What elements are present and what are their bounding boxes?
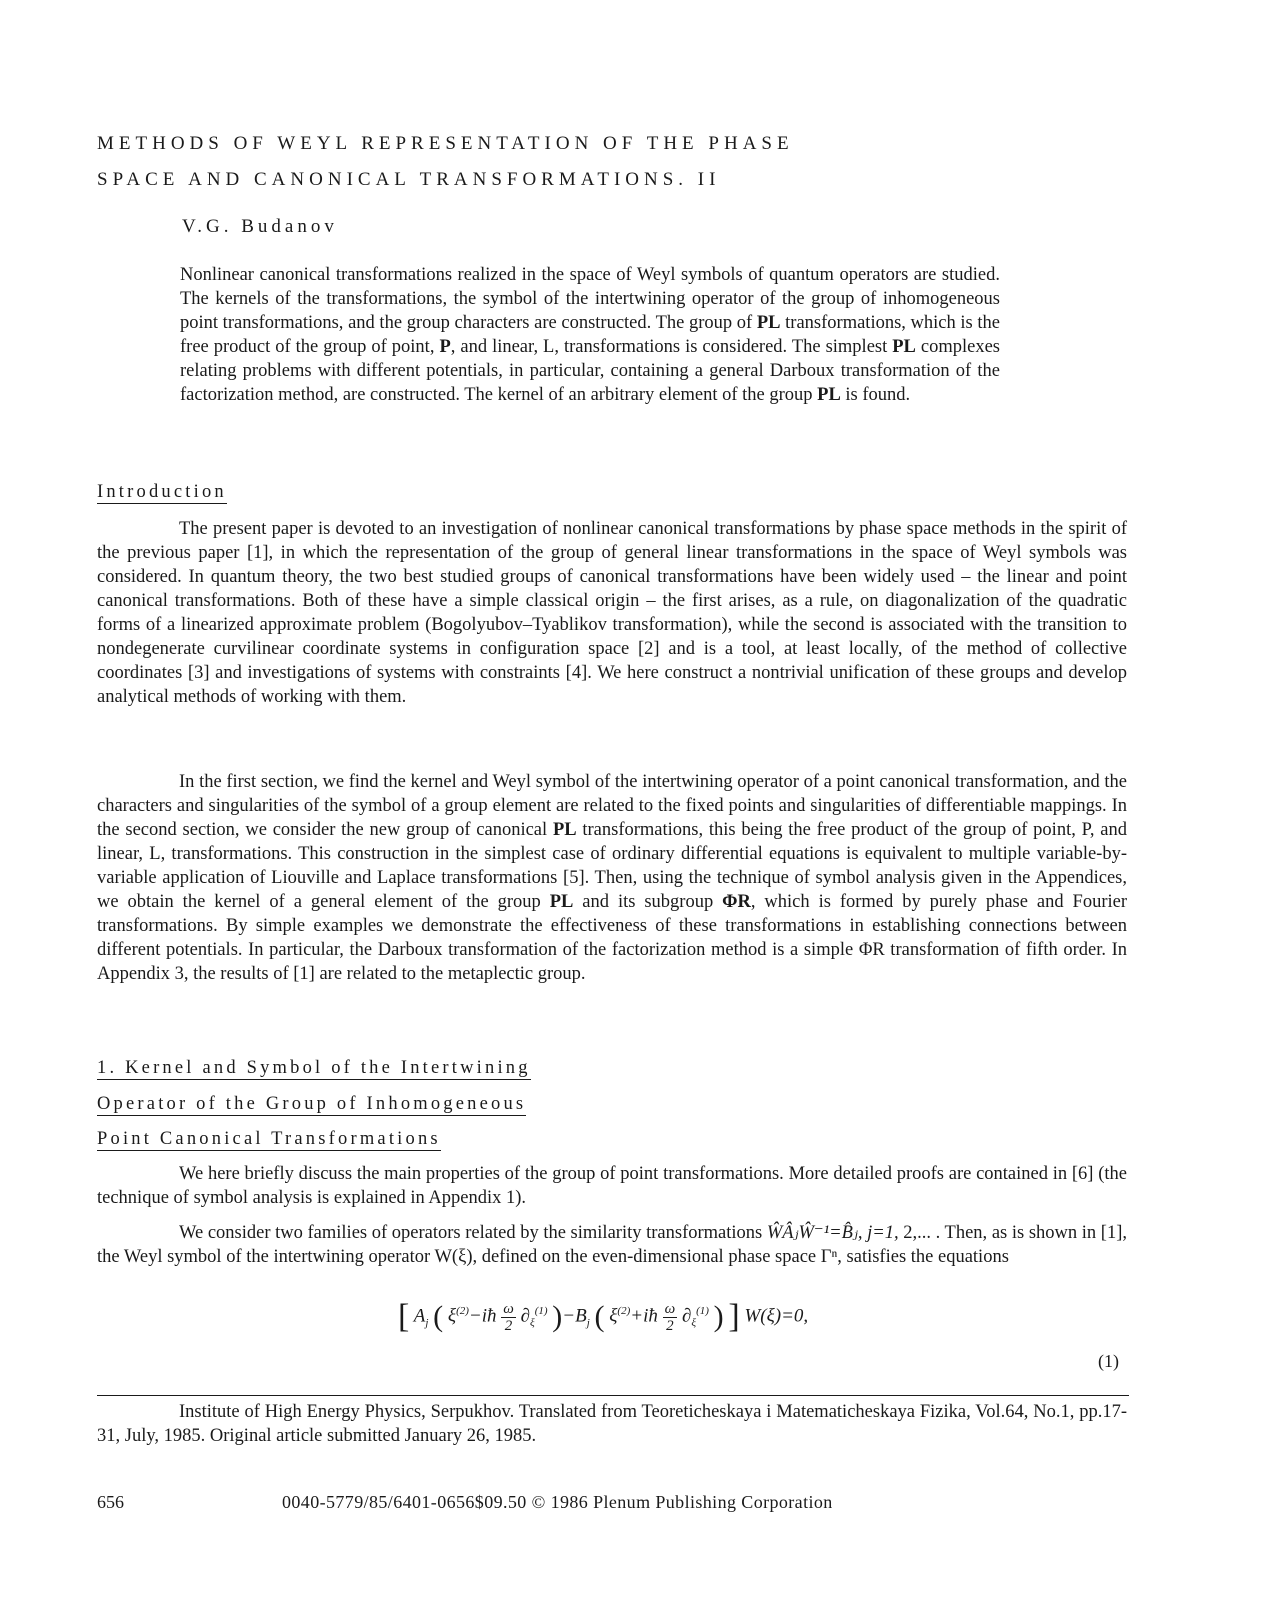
abstract [180,263,1000,407]
paren-open: ( [594,1300,605,1333]
equation-number: (1) [1098,1351,1119,1371]
paragraph-term: PL [552,820,577,840]
author: V.G. Budanov [182,216,338,237]
section-1-heading-line-2: Operator of the Group of Inhomogeneous [97,1094,527,1114]
intro-paragraph-1: The present paper is devoted to an investigation of nonlinear canonical transformations by phase space methods in the spirit of the previous paper [1], in which the representation of the group of general linear transformations in the space of Weyl symbols was considered. In quantum theory, the two best studied groups of canonical transformations have been widely used – the linear and point canonical transformations. Both of these have a simple classical origin – the first arises, as a rule, on diagonalization of the quadratic forms of a linearized approximate problem (Bogolyubov–Tyablikov transformation), while the second is associated with the transition to nondegenerate curvilinear coordinate systems in configuration space [2] and is a tool, at least locally, of the method of collective coordinates [3] and investigations of systems with constraints [4]. We here construct a nontrivial unification of these groups and develop analytical methods of working with them. [97,519,1127,707]
title-line-2: SPACE AND CANONICAL TRANSFORMATIONS. II [97,169,721,190]
abstract-term: P [439,337,451,357]
abstract-term: PL [817,385,841,405]
symbol-xi: ξ [447,1305,457,1327]
paragraph-text: , transformations. This construction in the simplest case of ordinary differential equations is equivalent to multiple variable-by-variable application of Liouville and Laplace transformations [5]. Then, using the technique of symbol analysis given in the Appendices, we obtain the kernel of a general element of the group [97,844,1128,912]
bracket-open: [ [398,1298,410,1335]
equation-1: [ $A_j$ ( $\xi^{(2)}-iħ$ $\frac{\omega}{2}$ $\partial_\xi^{(1)}$ )$-B_j$ ( $\xi^{(2)}+iħ$ $\frac{\omega}{2}$ $\partial_\xi^{(1)}$ ) ] W(ξ)=0, [398,1298,809,1335]
paragraph-text: , and linear, [97,820,1127,864]
title-line-1: METHODS OF WEYL REPRESENTATION OF THE PHASE [97,133,794,154]
paragraph-term: PL [549,892,574,912]
paragraph-term: ΦR [722,892,751,912]
bracket-close: ] [728,1298,740,1335]
paren-open: ( [433,1300,444,1333]
superscript-1: (1) [696,1305,709,1318]
abstract-text: transformations, which is the free product of the group of point, [180,313,1001,357]
intro-paragraph-2 [97,770,1127,986]
abstract-text: Nonlinear canonical transformations realized in the space of Weyl symbols of quantum operators are studied. The kernels of the transformations, the symbol of the intertwining operator of the group of inhomogeneous point transformations, and the group characters are constructed. The group of [180,265,1000,333]
paragraph-term: ΦR [858,940,885,960]
minus-ih: −iħ [468,1305,497,1327]
similarity-relation: ŴÂⱼŴ⁻¹=B̂ⱼ, j=1, [766,1223,899,1243]
fraction-omega-over-2 [501,1301,516,1334]
paragraph-text: 2,... . Then, as is shown in [1], the Weyl symbol of the intertwining operator W(ξ), defined on the even-dimensional phase space Γⁿ, satisfies the equations [97,1223,1127,1267]
equation-tail: W(ξ)=0, [744,1305,809,1327]
symbol-xi: ξ [529,1317,535,1330]
abstract-term: PL [892,337,916,357]
superscript-1: (1) [534,1305,548,1318]
paragraph-text: transformation of fifth order. In Appendix 3, the results of [1] are related to the metaplectic group. [97,940,1127,984]
partial-symbol: ∂ [681,1305,692,1327]
section-1-heading-line-1: 1. Kernel and Symbol of the Intertwining [97,1058,531,1078]
fraction-omega-over-2 [663,1301,678,1334]
symbol-xi: ξ [609,1305,618,1327]
paragraph-text: In the first section, we find the kernel and Weyl symbol of the intertwining operator of a point canonical transformation, and the characters and singularities of the symbol of a group element are related to the fixed points and singularities of differentiable mappings. In the second section, we consider the new group of canonical [97,772,1127,840]
section-1-paragraph-1: We here briefly discuss the main properties of the group of point transformations. More detailed proofs are contained in [6] (the technique of symbol analysis is explained in Appendix 1). [97,1164,1127,1208]
symbol-a: A [413,1305,426,1327]
abstract-text: is found. [840,385,911,405]
symbol-b: B [575,1305,587,1327]
symbol-xi: ξ [691,1317,697,1330]
fraction-denominator: 2 [504,1317,513,1334]
page-number: 656 [97,1492,124,1512]
paren-close: ) [713,1300,724,1333]
superscript-2: (2) [617,1305,631,1318]
paragraph-text: , which is formed by purely phase and Fourier transformations. By simple examples we demonstrate the effectiveness of these transformations in establishing connections between different potentials. In particular, the Darboux transformation of the factorization method is a simple [97,892,1127,960]
publisher-line: 0040-5779/85/6401-0656$09.50 © 1986 Plenum Publishing Corporation [282,1492,833,1512]
fraction-numerator: ω [503,1300,514,1317]
introduction-heading: Introduction [97,482,227,502]
paragraph-text: transformations, this being the free product of the group of point, [576,820,1082,840]
footnote: Institute of High Energy Physics, Serpukhov. Translated from Teoreticheskaya i Matematicheskaya Fizika, Vol.64, No.1, pp.17-31, July, 1985. Original article submitted January 26, 1985. [97,1402,1127,1446]
abstract-text: complexes relating problems with different potentials, in particular, containing a general Darboux transformation of the factorization method, are constructed. The kernel of an arbitrary element of the group [180,337,1000,405]
plus-ih: +iħ [630,1305,658,1327]
section-1-paragraph-2 [97,1221,1127,1269]
paren-close: ) [552,1300,563,1333]
paragraph-term: L [149,844,161,864]
partial-symbol: ∂ [520,1305,530,1327]
section-1-heading-line-3: Point Canonical Transformations [97,1129,441,1149]
superscript-2: (2) [456,1305,469,1318]
paragraph-term: P [1081,820,1090,840]
fraction-denominator: 2 [666,1317,674,1334]
paragraph-text: We consider two families of operators related by the similarity transformations [179,1223,767,1243]
abstract-term: PL [756,313,781,333]
footnote-divider [97,1395,1129,1396]
index-j: j [425,1317,429,1330]
paragraph-text: and its subgroup [573,892,723,912]
abstract-text: , and linear, L, transformations is considered. The simplest [450,337,893,357]
fraction-numerator: ω [664,1300,676,1317]
index-j: j [586,1317,590,1330]
